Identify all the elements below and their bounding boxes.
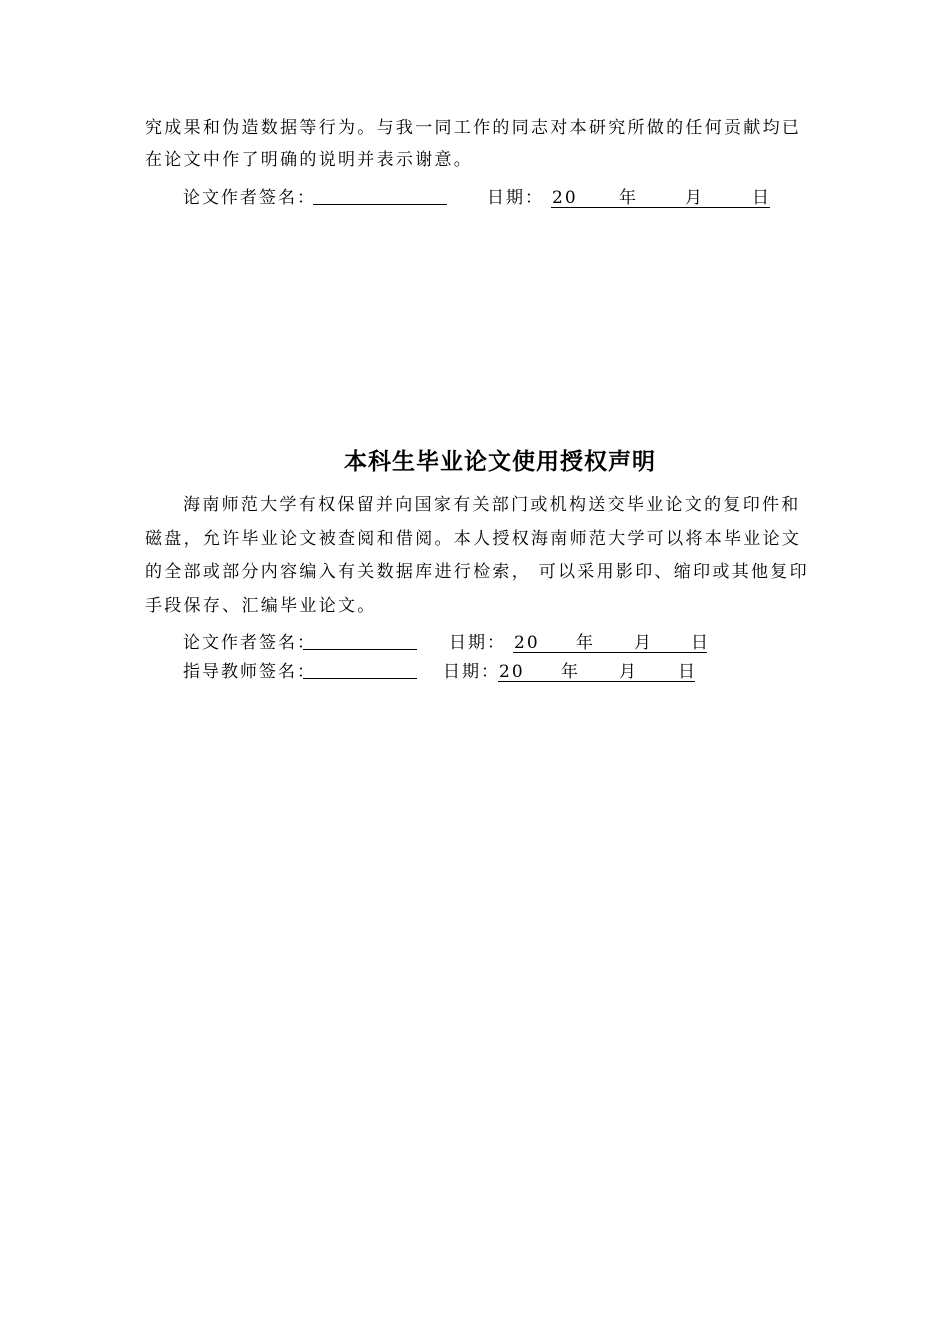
date-field[interactable] [513, 633, 710, 653]
signature-blank[interactable] [303, 649, 417, 650]
author-signature-row [183, 633, 743, 655]
date-label: 日期： [449, 633, 506, 653]
date-label: 日期： [443, 662, 500, 682]
paragraph-line: 手段保存、汇编毕业论文。 [145, 596, 377, 616]
year-label: 年 [576, 633, 595, 653]
day-label: 日 [752, 188, 771, 208]
signature-label: 指导教师签名： [183, 662, 316, 682]
year-label: 年 [561, 662, 580, 682]
year-label: 年 [619, 188, 638, 208]
paragraph-line: 磁盘，允许毕业论文被查阅和借阅。本人授权海南师范大学可以将本毕业论文 [145, 529, 802, 549]
month-label: 月 [634, 633, 653, 653]
paragraph-line: 在论文中作了明确的说明并表示谢意。 [145, 150, 474, 170]
page-title: 本科生毕业论文使用授权声明 [344, 449, 656, 475]
paragraph-line: 海南师范大学有权保留并向国家有关部门或机构送交毕业论文的复印件和 [183, 495, 801, 515]
author-signature-row [183, 188, 783, 210]
signature-label: 论文作者签名： [183, 633, 316, 653]
paragraph-line: 究成果和伪造数据等行为。与我一同工作的同志对本研究所做的任何贡献均已 [145, 118, 802, 138]
year-prefix: 20 [552, 188, 578, 208]
paragraph-line: 的全部或部分内容编入有关数据库进行检索， 可以采用影印、缩印或其他复印 [145, 562, 809, 582]
year-prefix: 20 [514, 633, 540, 653]
signature-blank[interactable] [303, 678, 417, 679]
year-prefix: 20 [499, 662, 525, 682]
advisor-signature-row [183, 662, 743, 684]
date-label: 日期： [487, 188, 544, 208]
day-label: 日 [678, 662, 697, 682]
signature-label: 论文作者签名： [183, 188, 316, 208]
month-label: 月 [619, 662, 638, 682]
signature-blank[interactable] [313, 204, 447, 205]
date-field[interactable] [498, 662, 695, 682]
day-label: 日 [691, 633, 710, 653]
month-label: 月 [685, 188, 704, 208]
date-field[interactable] [551, 188, 770, 208]
